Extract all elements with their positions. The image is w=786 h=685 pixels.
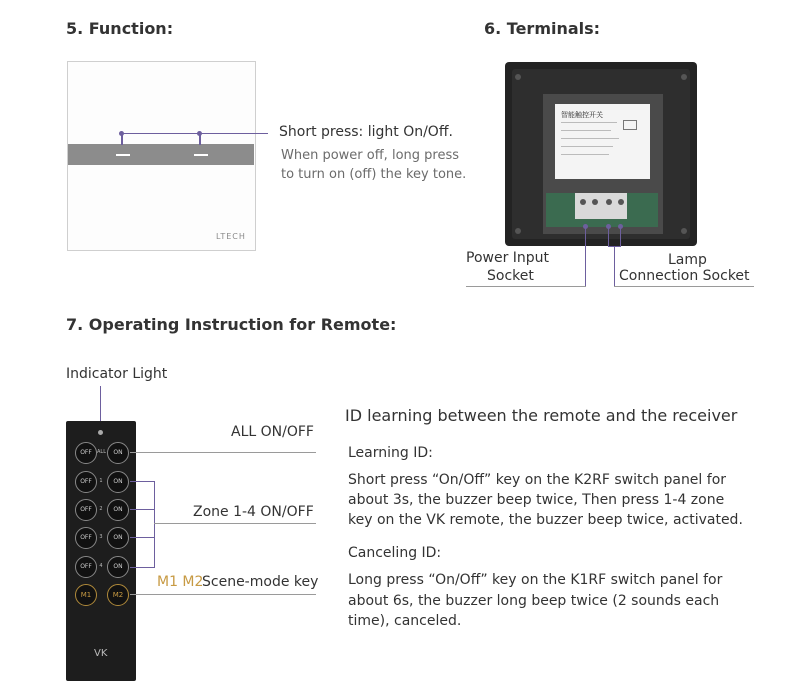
terminal-screw [618,199,624,205]
callout-line [585,226,586,286]
terminal-screw [580,199,586,205]
zone-1-on-button[interactable]: ON [107,471,129,493]
callout-line [130,537,154,538]
long-press-line-2: to turn on (off) the key tone. [281,167,467,182]
terminal-block [575,193,627,219]
label-rule [561,154,609,155]
learning-id-line-1: Short press “On/Off” key on the K2RF switch panel for [348,472,727,488]
all-onoff-label: ALL ON/OFF [231,424,314,440]
panel-key-led-left [116,154,130,156]
label-rule [561,122,617,123]
label-rule [561,130,611,131]
corner-screw [515,74,521,80]
callout-line [130,594,316,595]
scene-mode-label: Scene-mode key [202,574,319,590]
terminals-heading: 6. Terminals: [484,19,601,38]
all-on-button[interactable]: ON [107,442,129,464]
callout-line [154,523,316,524]
zone-2-on-button[interactable]: ON [107,499,129,521]
corner-screw [681,74,687,80]
callout-line [130,509,154,510]
callout-line [620,226,621,246]
callout-dot [119,131,124,136]
m2-scene-button[interactable]: M2 [107,584,129,606]
zone-bracket [130,481,155,568]
zone-onoff-label: Zone 1-4 ON/OFF [193,504,314,520]
label-rule [561,138,619,139]
canceling-id-line-2: about 6s, the buzzer long beep twice (2 sounds each [348,593,720,609]
zone-3-label: 3 [99,534,103,540]
learning-id-title: Learning ID: [348,445,433,461]
zone-2-off-button[interactable]: OFF [75,499,97,521]
canceling-id-line-1: Long press “On/Off” key on the K1RF switch panel for [348,572,723,588]
long-press-line-1: When power off, long press [281,148,459,163]
callout-line [466,286,586,287]
label-rule [561,146,613,147]
zone-1-label: 1 [99,478,103,484]
terminal-screw [606,199,612,205]
indicator-light-label: Indicator Light [66,366,168,382]
cert-icon [623,120,637,130]
callout-line [121,133,268,134]
m1-scene-button[interactable]: M1 [75,584,97,606]
zone-1-off-button[interactable]: OFF [75,471,97,493]
zone-3-on-button[interactable]: ON [107,527,129,549]
all-off-button[interactable]: OFF [75,442,97,464]
callout-dot [197,131,202,136]
lamp-label-1: Lamp [668,252,707,268]
terminal-screw [592,199,598,205]
remote-heading: 7. Operating Instruction for Remote: [66,315,397,334]
zone-4-label: 4 [99,563,103,569]
product-label-title: 智能触控开关 [561,111,603,119]
zone-4-off-button[interactable]: OFF [75,556,97,578]
panel-brand-logo: LTECH [216,232,246,241]
id-learning-heading: ID learning between the remote and the receiver [345,406,738,425]
zone-3-off-button[interactable]: OFF [75,527,97,549]
callout-line [608,226,609,246]
callout-line [614,246,615,286]
learning-id-line-2: about 3s, the buzzer beep twice, Then press 1-4 zone [348,492,725,508]
zone-4-on-button[interactable]: ON [107,556,129,578]
zone-2-label: 2 [99,506,103,512]
callout-line [614,286,754,287]
learning-id-line-3: key on the VK remote, the buzzer beep twice, activated. [348,512,743,528]
short-press-text: Short press: light On/Off. [279,124,453,140]
power-input-label-2: Socket [487,268,534,284]
panel-touch-band [68,144,254,165]
lamp-label-2: Connection Socket [619,268,750,284]
panel-key-led-right [194,154,208,156]
corner-screw [681,228,687,234]
power-input-label-1: Power Input [466,250,550,266]
remote-model-label: VK [94,648,108,659]
indicator-light [98,430,103,435]
canceling-id-title: Canceling ID: [348,545,442,561]
corner-screw [515,228,521,234]
callout-line [130,452,316,453]
m1-m2-label: M1 M2 [157,574,204,590]
all-label: ALL [97,449,106,455]
canceling-id-line-3: time), canceled. [348,613,462,629]
function-heading: 5. Function: [66,19,174,38]
